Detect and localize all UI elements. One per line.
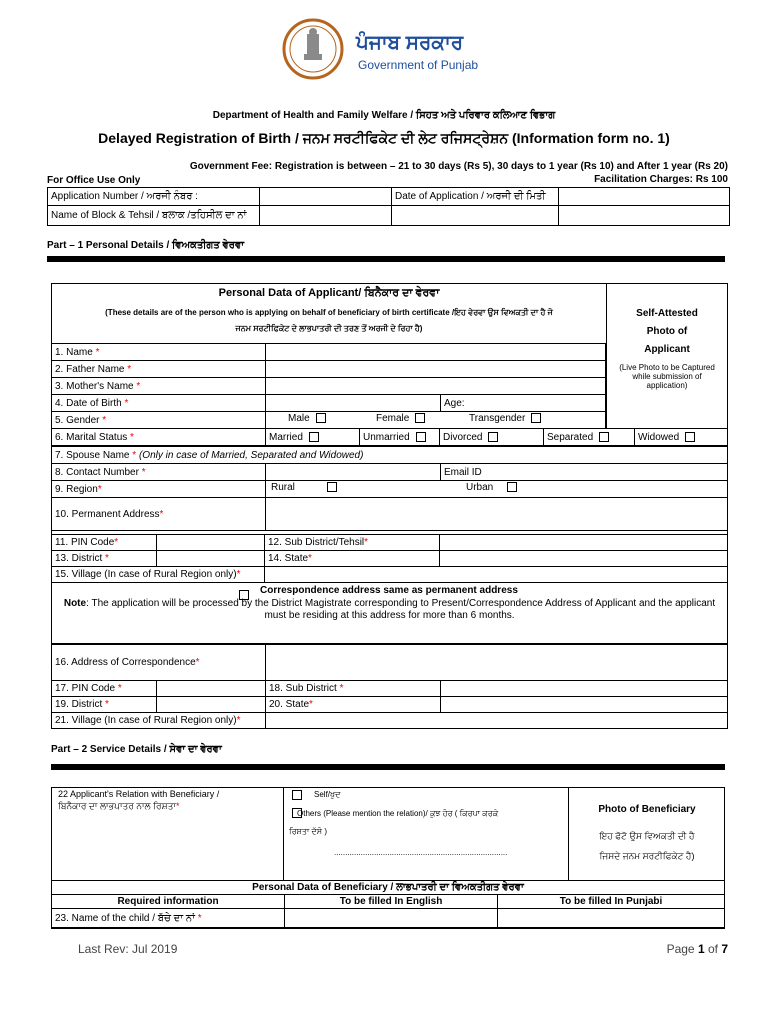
relation-label-1: 22 Applicant's Relation with Beneficiary / xyxy=(58,789,220,799)
photo-label-2: Photo of xyxy=(646,326,688,337)
contact-label: 8. Contact Number * xyxy=(52,464,266,481)
ben-data-heading: Personal Data of Beneficiary / ਲਾਭਪਾਤਰੀ ਦਾ ਵਿਅਕਤੀਗਤ ਵੇਰਵਾ xyxy=(52,881,725,895)
urban-label: Urban xyxy=(466,482,494,493)
pin2-field[interactable] xyxy=(157,681,266,697)
photo-ben-p2: ਜਿਸਦੇ ਜਨਮ ਸਰਟੀਫਿਕੇਟ ਹੈ) xyxy=(599,851,695,861)
gender-trans-label: Transgender xyxy=(469,413,526,424)
married-checkbox[interactable] xyxy=(309,432,319,442)
child-name-english-field[interactable] xyxy=(285,909,498,928)
photo-ben-p1: ਇਹ ਫੋਟੋ ਉਸ ਵਿਅਕਤੀ ਦੀ ਹੈ xyxy=(599,831,695,841)
date-of-app-field[interactable] xyxy=(559,188,730,206)
part1-heading: Part – 1 Personal Details / ਵਿਅਕਤੀਗਤ ਵੇਰਵਾ xyxy=(47,240,245,251)
beneficiary-table xyxy=(51,880,725,928)
age-field[interactable]: Age: xyxy=(441,395,606,412)
app-number-field[interactable] xyxy=(260,188,392,206)
punjabi-header: To be filled In Punjabi xyxy=(498,895,725,909)
mother-field[interactable] xyxy=(266,378,606,395)
state-field[interactable] xyxy=(440,551,728,567)
fee-line: Government Fee: Registration is between – 21 to 30 days (Rs 5), 30 days to 1 year (Rs 10) and After 1 year (Rs 20) xyxy=(189,161,728,172)
unmarried-checkbox[interactable] xyxy=(416,432,426,442)
village2-label: 21. Village (In case of Rural Region only)* xyxy=(52,713,266,729)
subdist-label: 12. Sub District/Tehsil* xyxy=(265,535,440,551)
gender-trans-checkbox[interactable] xyxy=(531,413,541,423)
marital-widowed: Widowed xyxy=(635,429,728,446)
others-label-1: Others (Please mention the relation)/ ਕੁਝ ਹੋਰ ( ਕਿਰਪਾ ਕਰਕੇ xyxy=(297,809,499,818)
page-number: Page 1 of 7 xyxy=(666,942,728,956)
date-of-app-label: Date of Application / ਅਰਜੀ ਦੀ ਮਿਤੀ xyxy=(392,188,559,206)
punjabi-govt-title: ਪੰਜਾਬ ਸਰਕਾਰ xyxy=(356,32,464,54)
state2-field[interactable] xyxy=(441,697,728,713)
subdist-field[interactable] xyxy=(440,535,728,551)
dob-field[interactable] xyxy=(266,395,441,412)
separated-checkbox[interactable] xyxy=(599,432,609,442)
gender-row xyxy=(51,411,606,429)
photo-label-3: Applicant xyxy=(644,344,690,355)
village-field[interactable] xyxy=(265,567,728,583)
part2-divider xyxy=(51,764,725,770)
gender-label: 5. Gender * xyxy=(52,412,266,429)
contact-field[interactable] xyxy=(266,464,441,481)
english-header: To be filled In English xyxy=(285,895,498,909)
corr-same-label: Correspondence address same as permanent address xyxy=(260,585,518,596)
marital-row xyxy=(51,428,728,446)
marital-divorced: Divorced xyxy=(440,429,544,446)
personal-data-sub2: ਜਨਮ ਸਰਟੀਫਿਕੇਟ ਦੇ ਲਾਭਪਾਤਰੀ ਦੀ ਤਰਣ ਤੋਂ ਅਰਜੀ ਦੇ ਰਿਹਾ ਹੈ) xyxy=(235,324,423,333)
gender-male-checkbox[interactable] xyxy=(316,413,326,423)
photo-note: (Live Photo to be Captured while submission of application) xyxy=(619,363,715,390)
office-use-table xyxy=(47,187,730,226)
village2-field[interactable] xyxy=(266,713,728,729)
mother-label: 3. Mother's Name * xyxy=(52,378,266,395)
perm-addr-label: 10. Permanent Address* xyxy=(52,498,266,531)
gender-male-label: Male xyxy=(288,413,310,424)
father-label: 2. Father Name * xyxy=(52,361,266,378)
office-use-label: For Office Use Only xyxy=(47,175,141,186)
relation-divider xyxy=(283,787,284,881)
facilitation-charges: Facilitation Charges: Rs 100 xyxy=(594,174,728,185)
form-title: Delayed Registration of Birth / ਜਨਮ ਸਰਟੀਫਿਕੇਟ ਦੀ ਲੇਟ ਰਜਿਸਟ੍ਰੇਸ਼ਨ (Information form no. 1) xyxy=(98,130,670,146)
marital-label: 6. Marital Status * xyxy=(52,429,266,446)
marital-married: Married xyxy=(266,429,360,446)
marital-separated: Separated xyxy=(544,429,635,446)
block-field-3[interactable] xyxy=(559,206,730,226)
widowed-checkbox[interactable] xyxy=(685,432,695,442)
others-label-2: ਰਿਸ਼ਤਾ ਦੱਸੋ ) xyxy=(289,827,328,836)
corr-addr-label: 16. Address of Correspondence* xyxy=(52,645,266,681)
govt-emblem xyxy=(282,16,344,82)
part1-divider xyxy=(47,256,725,262)
district-field[interactable] xyxy=(157,551,265,567)
spouse-label: 7. Spouse Name * (Only in case of Married, Separated and Widowed) xyxy=(52,447,728,464)
relation-label-2: ਬਿਨੈਕਾਰ ਦਾ ਲਾਭਪਾਤਰ ਨਾਲ ਰਿਸ਼ਤਾ* xyxy=(58,801,180,811)
applicant-contact-table xyxy=(51,446,728,531)
photo-label-1: Self-Attested xyxy=(636,308,698,319)
block-field-2[interactable] xyxy=(392,206,559,226)
father-field[interactable] xyxy=(266,361,606,378)
perm-addr-field[interactable] xyxy=(266,498,728,531)
gender-options xyxy=(266,412,606,429)
self-checkbox[interactable] xyxy=(292,790,302,800)
perm-address-table xyxy=(51,534,728,583)
subdist2-label: 18. Sub District * xyxy=(266,681,441,697)
child-name-punjabi-field[interactable] xyxy=(498,909,725,928)
block-field[interactable] xyxy=(260,206,392,226)
region-label: 9. Region* xyxy=(52,481,266,498)
subdist2-field[interactable] xyxy=(441,681,728,697)
app-number-label: Application Number / ਅਰਜੀ ਨੰਬਰ : xyxy=(48,188,260,206)
block-label: Name of Block & Tehsil / ਬਲਾਕ /ਤਹਿਸੀਲ ਦਾ ਨਾਂ xyxy=(48,206,260,226)
name-label: 1. Name * xyxy=(52,344,266,361)
gender-female-checkbox[interactable] xyxy=(415,413,425,423)
personal-data-sub1: (These details are of the person who is applying on behalf of beneficiary of birth certificate /ਇਹ ਵੇਰਵਾ ਉਸ ਵਿਅਕਤੀ ਦਾ ਹੈ ਜੋ xyxy=(105,308,553,317)
last-revision: Last Rev: Jul 2019 xyxy=(78,942,178,956)
personal-data-title: Personal Data of Applicant/ ਬਿਨੈਕਾਰ ਦਾ ਵੇਰਵਾ xyxy=(218,287,440,299)
pin2-label: 17. PIN Code * xyxy=(52,681,157,697)
urban-checkbox[interactable] xyxy=(507,482,517,492)
district-label: 13. District * xyxy=(52,551,157,567)
state-label: 14. State* xyxy=(265,551,440,567)
pin-label: 11. PIN Code* xyxy=(52,535,157,551)
district2-field[interactable] xyxy=(157,697,266,713)
applicant-basic-table xyxy=(51,343,606,412)
corr-addr-field[interactable] xyxy=(266,645,728,681)
divorced-checkbox[interactable] xyxy=(488,432,498,442)
part2-heading: Part – 2 Service Details / ਸੇਵਾ ਦਾ ਵੇਰਵਾ xyxy=(51,744,222,755)
child-name-label: 23. Name of the child / ਬੱਚੇ ਦਾ ਨਾਂ * xyxy=(52,909,285,928)
rural-checkbox[interactable] xyxy=(327,482,337,492)
pin-field[interactable] xyxy=(157,535,265,551)
gender-female-label: Female xyxy=(376,413,410,424)
email-field[interactable]: Email ID xyxy=(441,464,728,481)
photo-ben-title: Photo of Beneficiary xyxy=(598,804,696,815)
village-label: 15. Village (In case of Rural Region only)* xyxy=(52,567,265,583)
district2-label: 19. District * xyxy=(52,697,157,713)
others-dotted-line[interactable]: .............................................................................. xyxy=(334,848,508,857)
photo-box[interactable] xyxy=(606,283,728,429)
marital-unmarried: Unmarried xyxy=(360,429,440,446)
rural-label: Rural xyxy=(271,482,295,493)
dob-label: 4. Date of Birth * xyxy=(52,395,266,412)
department-line: Department of Health and Family Welfare / ਸਿਹਤ ਅਤੇ ਪਰਿਵਾਰ ਕਲਿਆਣ ਵਿਭਾਗ xyxy=(212,110,556,121)
state2-label: 20. State* xyxy=(266,697,441,713)
name-field[interactable] xyxy=(266,344,606,361)
note-text: Note: The application will be processed by the District Magistrate corresponding to Present/Correspondence Address of Applicant and the applicant must be residing at this address for more than 6 months. xyxy=(63,598,716,621)
region-options xyxy=(266,481,728,498)
self-label: Self/ਖੁਦ xyxy=(314,790,341,799)
corr-address-table xyxy=(51,644,728,729)
req-info-header: Required information xyxy=(52,895,285,909)
english-govt-title: Government of Punjab xyxy=(358,58,479,72)
